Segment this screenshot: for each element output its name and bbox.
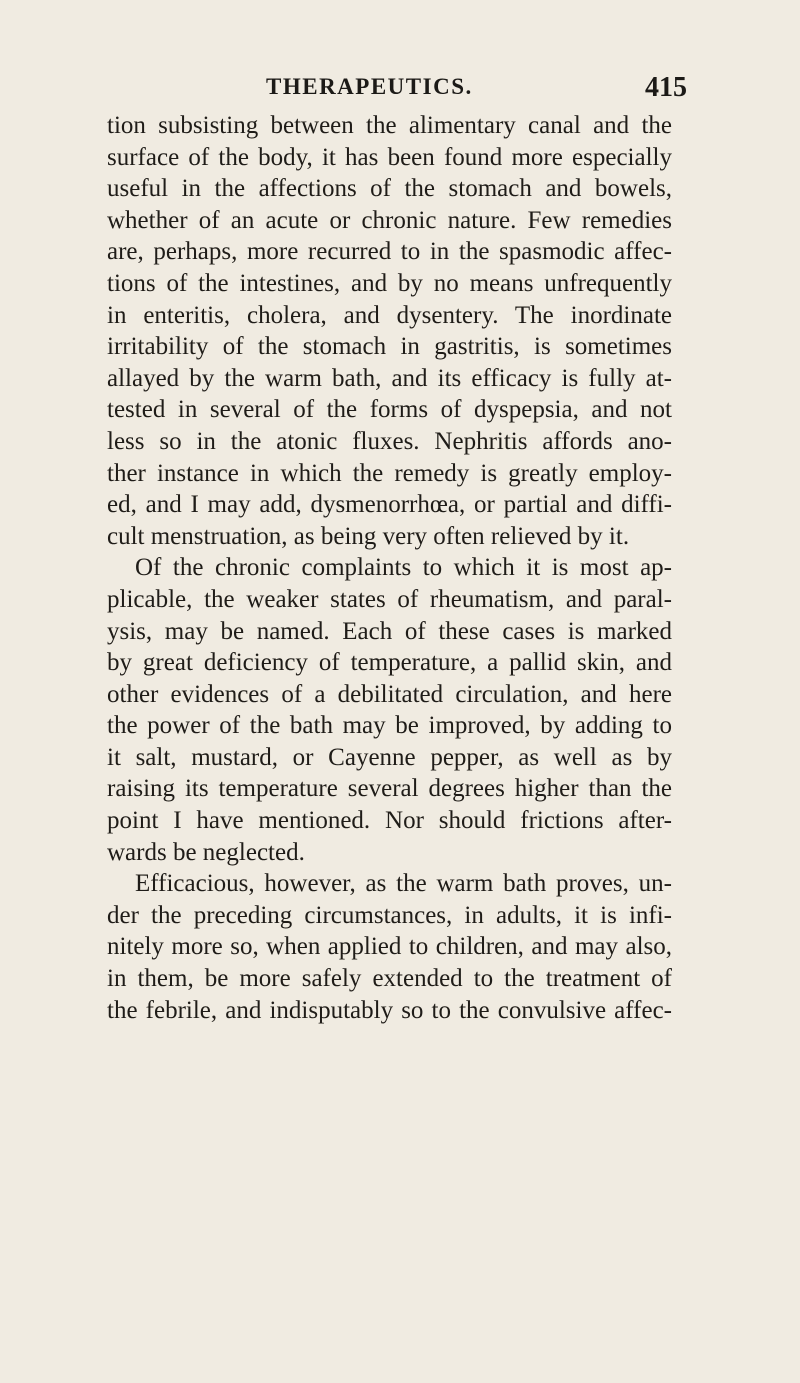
text-line: by great deficiency of temperature, a pallid skin, and <box>107 649 672 677</box>
text-line: surface of the body, it has been found more especially <box>107 143 672 171</box>
text-line: less so in the atonic fluxes. Nephritis affords ano- <box>107 427 672 455</box>
text-line: the febrile, and indisputably so to the convulsive affec- <box>107 996 672 1024</box>
text-line: point I have mentioned. Nor should frictions after- <box>107 807 672 835</box>
text-line: cult menstruation, as being very often relieved by it. <box>107 522 630 550</box>
text-line: der the preceding circumstances, in adults, it is infi- <box>107 901 672 929</box>
page-number: 415 <box>645 72 687 103</box>
text-line: Efficacious, however, as the warm bath proves, un- <box>135 870 672 898</box>
text-line: useful in the affections of the stomach and bowels, <box>107 175 672 203</box>
text-line: are, perhaps, more recurred to in the spasmodic affec- <box>107 238 672 266</box>
page-header <box>106 74 701 108</box>
text-line: in enteritis, cholera, and dysentery. The inordinate <box>107 301 672 329</box>
text-line: ysis, may be named. Each of these cases is marked <box>107 617 672 645</box>
text-line: allayed by the warm bath, and its efficacy is fully at- <box>107 364 672 392</box>
text-line: tested in several of the forms of dyspepsia, and not <box>107 396 672 424</box>
text-line: irritability of the stomach in gastritis, is sometimes <box>107 333 672 361</box>
text-line: tion subsisting between the alimentary canal and the <box>107 112 672 139</box>
text-line: whether of an acute or chronic nature. Few remedies <box>107 206 672 234</box>
text-line: Of the chronic complaints to which it is most ap- <box>135 554 672 582</box>
text-line: it salt, mustard, or Cayenne pepper, as well as by <box>107 743 672 771</box>
text-line: tions of the intestines, and by no means unfrequently <box>107 269 672 297</box>
body-text <box>107 110 672 1026</box>
text-line: ed, and I may add, dysmenorrhœa, or partial and diffi- <box>107 491 672 519</box>
text-line: ther instance in which the remedy is greatly employ- <box>107 459 672 487</box>
text-line: nitely more so, when applied to children, and may also, <box>107 933 672 961</box>
text-line: the power of the bath may be improved, by adding to <box>107 712 672 740</box>
running-head: THERAPEUTICS. <box>266 74 473 99</box>
text-line: wards be neglected. <box>107 838 305 866</box>
text-line: raising its temperature several degrees higher than the <box>107 775 672 803</box>
text-line: other evidences of a debilitated circulation, and here <box>107 680 672 708</box>
text-line: plicable, the weaker states of rheumatism, and paral- <box>107 585 672 613</box>
text-line: in them, be more safely extended to the treatment of <box>107 965 672 993</box>
